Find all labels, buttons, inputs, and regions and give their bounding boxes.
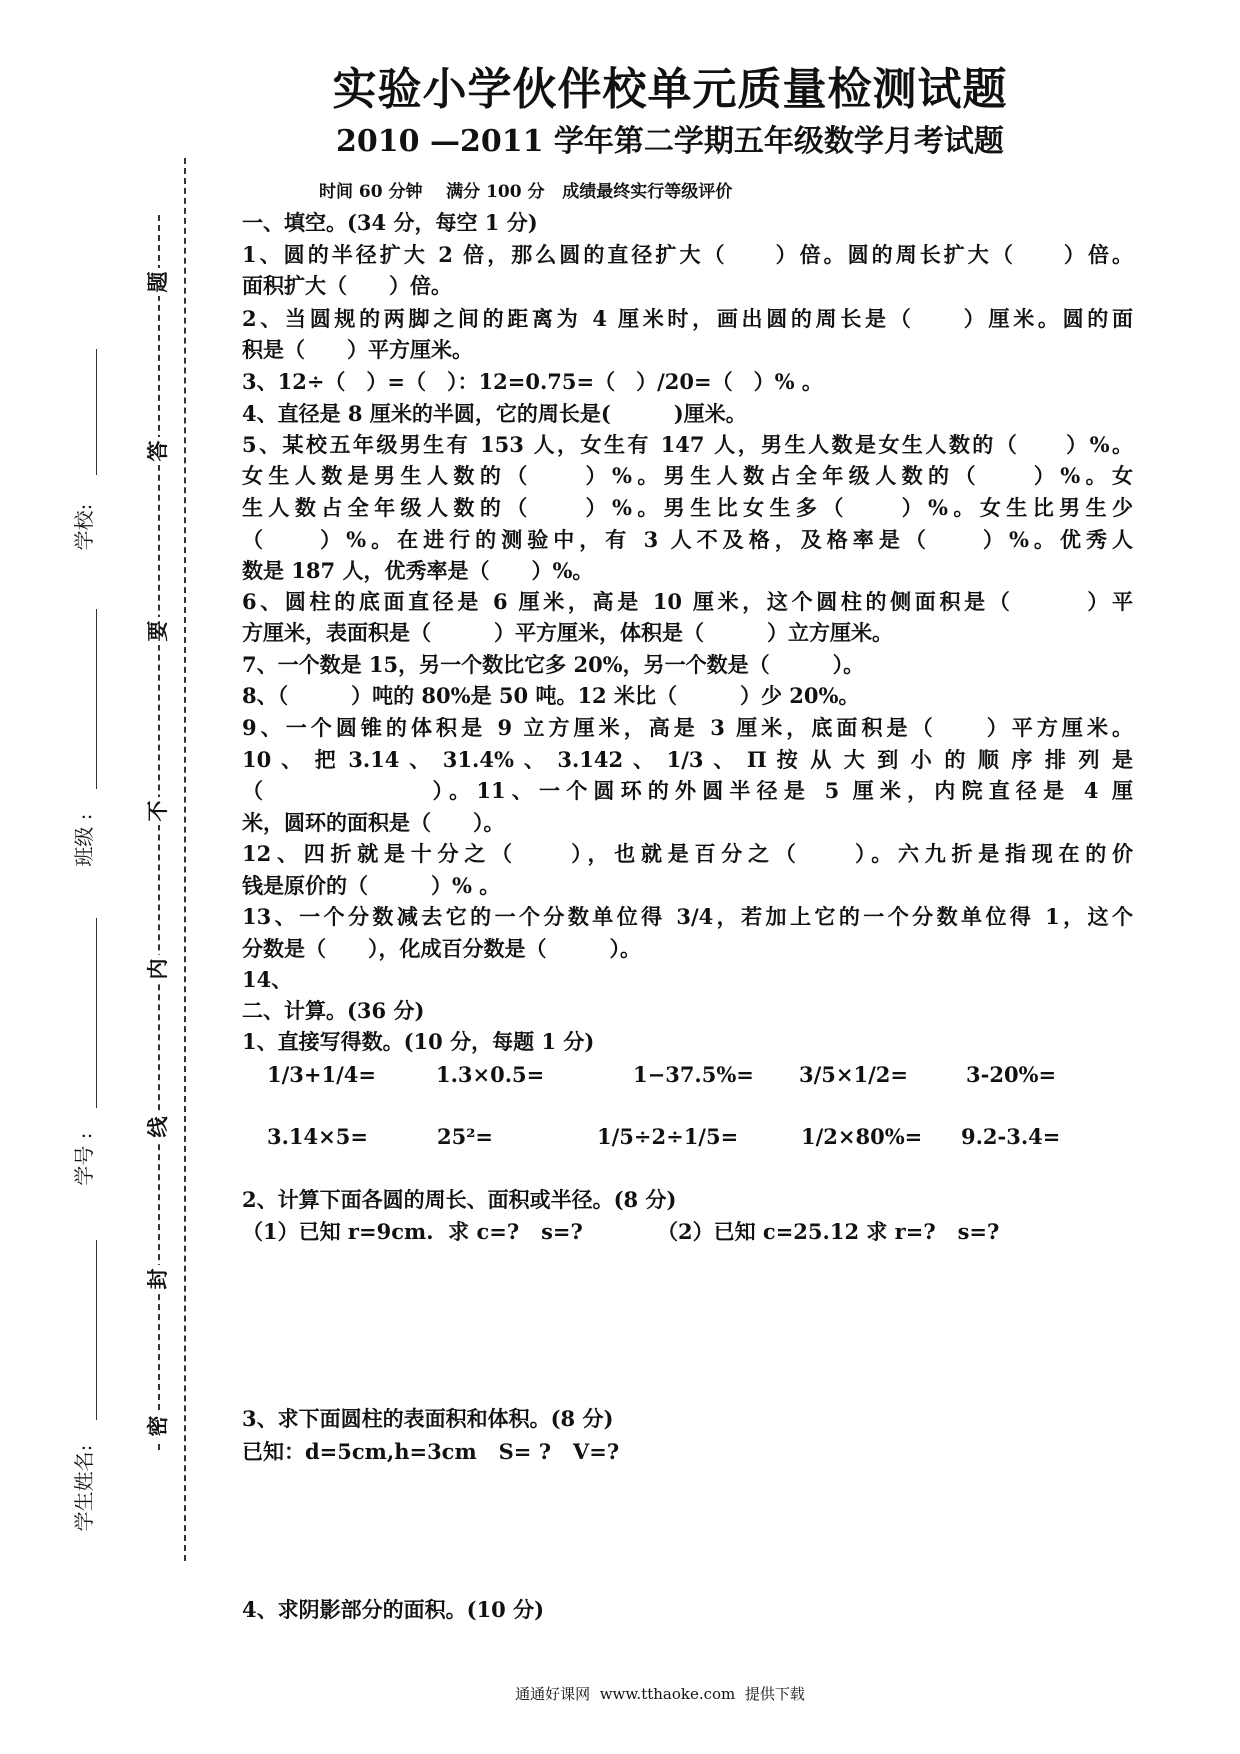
question-line: （ ）%。在进行的测验中，有 3 人不及格，及格率是（ ）%。优秀人 [242,527,1133,552]
question-line: 方厘米，表面积是（ ）平方厘米，体积是（ ）立方厘米。 [242,620,893,645]
seal-char: 不 [144,797,172,825]
calc-item: 1.3×0.5= [436,1062,545,1087]
class-label: 班级 : [72,813,96,867]
question-line: 分数是（ ），化成百分数是（ ）。 [242,936,641,961]
calc-item: 3/5×1/2= [799,1062,908,1087]
question-line: 3、12÷（ ）=（ ）：12=0.75=（ ）/20=（ ）% 。 [242,369,823,394]
question-line: 13、一个分数减去它的一个分数单位得 3/4，若加上它的一个分数单位得 1，这个 [242,904,1133,929]
exam-info: 时间 60 分钟 满分 100 分 成绩最终实行等级评价 [319,182,733,202]
q1-title: 1、直接写得数。(10 分，每题 1 分) [242,1029,595,1054]
seal-char: 内 [144,955,172,983]
cut-line [184,158,186,1561]
q2-part2: （2）已知 c=25.12 求 r=? s=? [657,1219,1000,1244]
seal-char: 封 [144,1265,172,1293]
question-line: 积是（ ）平方厘米。 [242,337,473,362]
question-line: 数是 187 人，优秀率是（ ）%。 [242,558,594,583]
question-line: 9、一个圆锥的体积是 9 立方厘米，高是 3 厘米，底面积是（ ）平方厘米。 [242,715,1133,740]
student-number-fill-line [96,918,97,1108]
question-line: （ ）。11、一个圆环的外圆半径是 5 厘米，内院直径是 4 厘 [242,778,1133,803]
calc-item: 9.2-3.4= [961,1124,1061,1149]
question-line: 钱是原价的（ ）% 。 [242,873,501,898]
q3-title: 3、求下面圆柱的表面积和体积。(8 分) [242,1406,614,1431]
question-line: 14、 [242,967,293,992]
calc-item: 1/3+1/4= [267,1062,376,1087]
exam-title: 实验小学伙伴校单元质量检测试题 [332,64,1008,115]
seal-char: 线 [144,1113,172,1141]
school-label: 学校: [72,503,96,551]
calc-item: 1/2×80%= [801,1124,923,1149]
calc-item: 1−37.5%= [633,1062,754,1087]
question-line: 米，圆环的面积是（ ）。 [242,810,505,835]
seal-char: 要 [144,617,172,645]
student-number-label: 学号 : [72,1132,96,1186]
footer-credit: 通通好课网 www.tthaoke.com 提供下载 [515,1685,805,1703]
calc-item: 3-20%= [966,1062,1057,1087]
question-line: 生人数占全年级人数的（ ）%。男生比女生多（ ）%。女生比男生少 [242,495,1133,520]
question-line: 7、一个数是 15，另一个数比它多 20%，另一个数是（ ）。 [242,652,865,677]
calc-item: 1/5÷2÷1/5= [597,1124,739,1149]
class-fill-line [96,609,97,789]
calc-item: 25²= [437,1124,494,1149]
seal-char: 答 [144,437,172,465]
question-line: 面积扩大（ ）倍。 [242,273,452,298]
question-line: 8、（ ）吨的 80%是 50 吨。12 米比（ ）少 20%。 [242,683,860,708]
student-name-fill-line [96,1240,97,1420]
q2-title: 2、计算下面各圆的周长、面积或半径。(8 分) [242,1187,677,1212]
section1-heading: 一、填空。(34 分，每空 1 分) [242,210,538,235]
question-line: 4、直径是 8 厘米的半圆，它的周长是( )厘米。 [242,401,747,426]
question-line: 10 、 把 3.14 、 31.4% 、 3.142 、 1/3 、 Π 按 从 大 到 小 的 顺 序 排 列 是 [242,747,1133,772]
question-line: 1、圆的半径扩大 2 倍，那么圆的直径扩大（ ）倍。圆的周长扩大（ ）倍。 [242,242,1133,267]
calc-item: 3.14×5= [267,1124,368,1149]
seal-char: 密 [144,1412,172,1440]
exam-subtitle: 2010 —2011 学年第二学期五年级数学月考试题 [336,124,1004,159]
question-line: 女生人数是男生人数的（ ）%。男生人数占全年级人数的（ ）%。女 [242,463,1133,488]
q2-part1: （1）已知 r=9cm. 求 c=? s=? [242,1219,583,1244]
student-name-label: 学生姓名: [72,1444,96,1532]
question-line: 2、当圆规的两脚之间的距离为 4 厘米时，画出圆的周长是（ ）厘米。圆的面 [242,306,1133,331]
question-line: 12、四折就是十分之（ ），也就是百分之（ ）。六九折是指现在的价 [242,841,1133,866]
seal-char: 题 [144,268,172,296]
question-line: 6、圆柱的底面直径是 6 厘米，高是 10 厘米，这个圆柱的侧面积是（ ）平 [242,589,1133,614]
section2-heading: 二、计算。(36 分) [242,998,425,1023]
q4-title: 4、求阴影部分的面积。(10 分) [242,1597,545,1622]
q3-given: 已知：d=5cm,h=3cm S= ? V=? [242,1439,620,1464]
question-line: 5、某校五年级男生有 153 人，女生有 147 人，男生人数是女生人数的（ ）%。 [242,432,1133,457]
